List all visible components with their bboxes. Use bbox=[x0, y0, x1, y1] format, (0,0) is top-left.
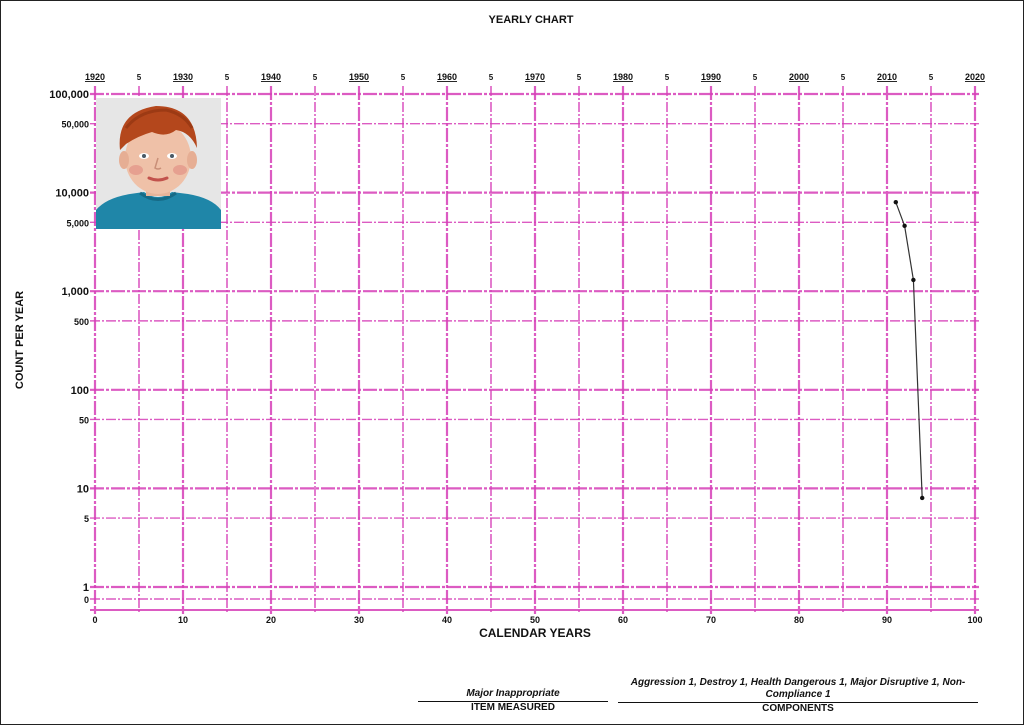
y-tick-label: 500 bbox=[73, 316, 89, 327]
y-axis-label: COUNT PER YEAR bbox=[14, 290, 26, 390]
data-point bbox=[920, 496, 924, 500]
top-year-label: 5 bbox=[752, 73, 758, 82]
item-measured-value: Major Inappropriate bbox=[466, 688, 560, 699]
y-tick-label: 1,000 bbox=[61, 286, 89, 299]
x-tick-label: 80 bbox=[793, 615, 805, 625]
x-axis-label: CALENDAR YEARS bbox=[479, 626, 591, 640]
top-year-label: 5 bbox=[576, 73, 582, 82]
y-tick-label: 100 bbox=[70, 384, 89, 397]
grid-layer bbox=[90, 86, 979, 614]
x-tick-label: 0 bbox=[92, 615, 98, 625]
x-tick-label: 50 bbox=[529, 615, 541, 625]
x-tick-label: 90 bbox=[881, 615, 893, 625]
item-measured-caption: ITEM MEASURED bbox=[471, 702, 555, 713]
top-year-label: 1980 bbox=[612, 72, 634, 82]
top-year-label: 5 bbox=[928, 73, 934, 82]
series-line bbox=[896, 202, 922, 498]
top-year-label: 1930 bbox=[172, 72, 194, 82]
x-tick-label: 70 bbox=[705, 615, 717, 625]
item-measured-block bbox=[418, 688, 608, 714]
y-tick-label: 0 bbox=[83, 595, 89, 605]
chart-title: YEARLY CHART bbox=[488, 14, 574, 26]
data-point bbox=[911, 278, 915, 282]
top-year-label: 1960 bbox=[436, 72, 458, 82]
y-tick-label: 5 bbox=[83, 514, 89, 525]
x-tick-label: 30 bbox=[353, 615, 365, 625]
y-tick-label: 1 bbox=[82, 582, 89, 594]
components-caption: COMPONENTS bbox=[762, 703, 834, 714]
child-photo bbox=[96, 98, 221, 229]
top-year-label: 5 bbox=[664, 73, 670, 82]
components-block bbox=[618, 677, 978, 715]
y-tick-label: 10 bbox=[76, 483, 89, 496]
top-year-label: 1920 bbox=[84, 72, 106, 82]
x-tick-label: 100 bbox=[967, 615, 983, 625]
y-tick-label: 5,000 bbox=[66, 218, 89, 229]
top-year-label: 1970 bbox=[524, 72, 546, 82]
top-year-label: 1950 bbox=[348, 72, 370, 82]
top-year-label: 2010 bbox=[876, 72, 898, 82]
top-year-label: 1940 bbox=[260, 72, 282, 82]
data-point bbox=[902, 224, 906, 228]
y-tick-label: 100,000 bbox=[49, 89, 89, 101]
components-value: Aggression 1, Destroy 1, Health Dangerous 1, Major Disruptive 1, Non-Compliance 1 bbox=[630, 677, 966, 700]
data-point bbox=[894, 200, 898, 204]
x-tick-label: 40 bbox=[441, 615, 453, 625]
child-portrait-illustration bbox=[96, 98, 221, 229]
top-year-label: 1990 bbox=[700, 72, 722, 82]
top-year-label: 5 bbox=[136, 73, 142, 82]
top-year-label: 5 bbox=[224, 73, 230, 82]
top-year-label: 5 bbox=[400, 73, 406, 82]
y-tick-label: 10,000 bbox=[55, 187, 89, 200]
top-year-label: 5 bbox=[840, 73, 846, 82]
series-layer bbox=[894, 200, 925, 500]
x-tick-label: 10 bbox=[177, 615, 189, 625]
top-year-label: 5 bbox=[312, 73, 318, 82]
y-tick-label: 50 bbox=[78, 415, 89, 426]
top-year-label: 2000 bbox=[788, 72, 810, 82]
x-tick-label: 60 bbox=[617, 615, 629, 625]
top-year-label: 2020 bbox=[964, 72, 986, 82]
top-year-label: 5 bbox=[488, 73, 494, 82]
y-tick-label: 50,000 bbox=[61, 119, 89, 130]
x-tick-label: 20 bbox=[265, 615, 277, 625]
